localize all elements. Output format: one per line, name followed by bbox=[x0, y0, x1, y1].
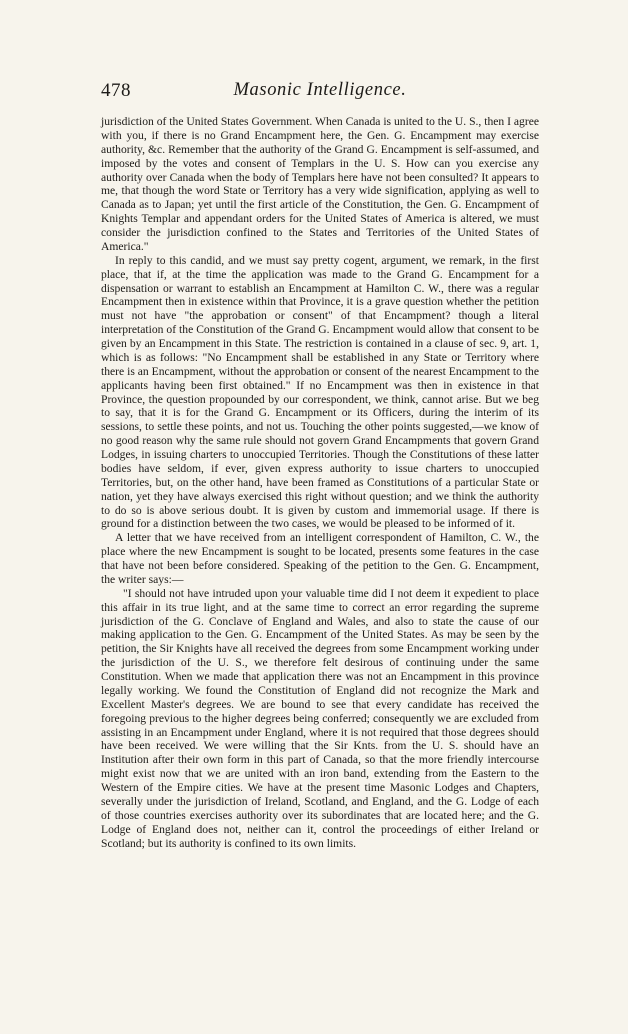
page-number: 478 bbox=[101, 80, 131, 101]
body-text bbox=[101, 115, 539, 850]
paragraph-continuation: jurisdiction of the United States Government. When Canada is united to the U. S., then I agree with you, if there is no Grand Encampment here, the Gen. G. Encampment may exercise authority, &c. Remember that the authority of the Grand G. Encampment is self-assumed, and imposed by the votes and consent of Templars in the U. S. How can you exercise any authority over Canada when the body of Templars here have not been consulted? It appears to me, that though the word State or Territory has a very wide signification, applying as well to Canada as to Japan; yet until the first article of the Constitution, the Gen. G. Encampment of Knights Templar and appendant orders for the United States of America is altered, we must consider the jurisdiction confined to the States and Territories of the United States of America." bbox=[101, 115, 539, 253]
paragraph-reply: In reply to this candid, and we must say pretty cogent, argument, we remark, in the first place, that if, at the time the application was made to the Grand G. Encampment for a dispensation or warrant to establish an Encampment at Hamilton C. W., there was a regular Encampment then in existence within that Province, it is a grave question whether the petition must not have "the approbation or consent" of that Encampment? though a literal interpretation of the Constitution of the Grand G. Encampment would allow that consent to be given by an Encampment in this State. The restriction is contained in a clause of sec. 9, art. 1, which is as follows: "No Encampment shall be established in any State or Territory where there is an Encampment, without the approbation or consent of the nearest Encampment to the applicants having been first obtained." If no Encampment was then in existence in that Province, the question propounded by our correspondent, we think, cannot arise. But we beg to say, that it is for the Grand G. Encampment or its Officers, during the interim of its sessions, to settle these points, and not us. Touching the other points suggested,—we know of no good reason why the same rule should not govern Grand Encampments that govern Grand Lodges, in issuing charters to unoccupied Territories. Though the Constitutions of these latter bodies have seldom, if ever, given express authority to issue charters to unoccupied Territories, but, on the other hand, have been framed as Constitutions of a particular State or nation, yet they have always exercised this right without question; and we think the authority to do so is above serious doubt. It is given by custom and immemorial usage. If there is ground for a distinction between the two cases, we would be pleased to be informed of it. bbox=[101, 253, 539, 531]
paragraph-letter-intro: A letter that we have received from an intelligent correspondent of Hamilton, C. W., the place where the new Encampment is sought to be located, presents some features in the case that have not been before considered. Speaking of the petition to the Gen. G. Encampment, the writer says:— bbox=[101, 531, 539, 586]
paragraph-quoted-letter: "I should not have intruded upon your valuable time did I not deem it expedient to place this affair in its true light, and at the same time to correct an error regarding the supreme jurisdiction of the G. Conclave of England and Wales, and also to state the cause of our making application to the Gen. G. Encampment of the United States. As may be seen by the petition, the Sir Knights have all received the degrees from some Encampment working under the jurisdiction of the U. S., we therefore felt desirous of continuing under the same Constitution. When we made that application there was not an Encampment in this province legally working. We found the Constitution of England did not recognize the Mark and Excellent Master's degrees. We are bound to see that every candidate has received the foregoing previous to the higher degrees being conferred; consequently we are excluded from assisting in an Encampment under England, where it is not required that those degrees should have been received. We were willing that the Sir Knts. from the U. S. should have an Institution after their own form in this part of Canada, so that the more friendly intercourse might exist now that we are united with an iron band, extending from the Eastern to the Western of the Empire cities. We have at the present time Masonic Lodges and Chapters, severally under the jurisdiction of Ireland, Scotland, and England, and the G. Lodge of each of those countries exercises authority over its subordinates that are located here; and the G. Lodge of England does not, neither can it, control the proceedings of either Ireland or Scotland; but its authority is confined to its own limits. bbox=[101, 586, 539, 850]
running-title: Masonic Intelligence. bbox=[233, 80, 407, 100]
page-header bbox=[101, 80, 539, 104]
